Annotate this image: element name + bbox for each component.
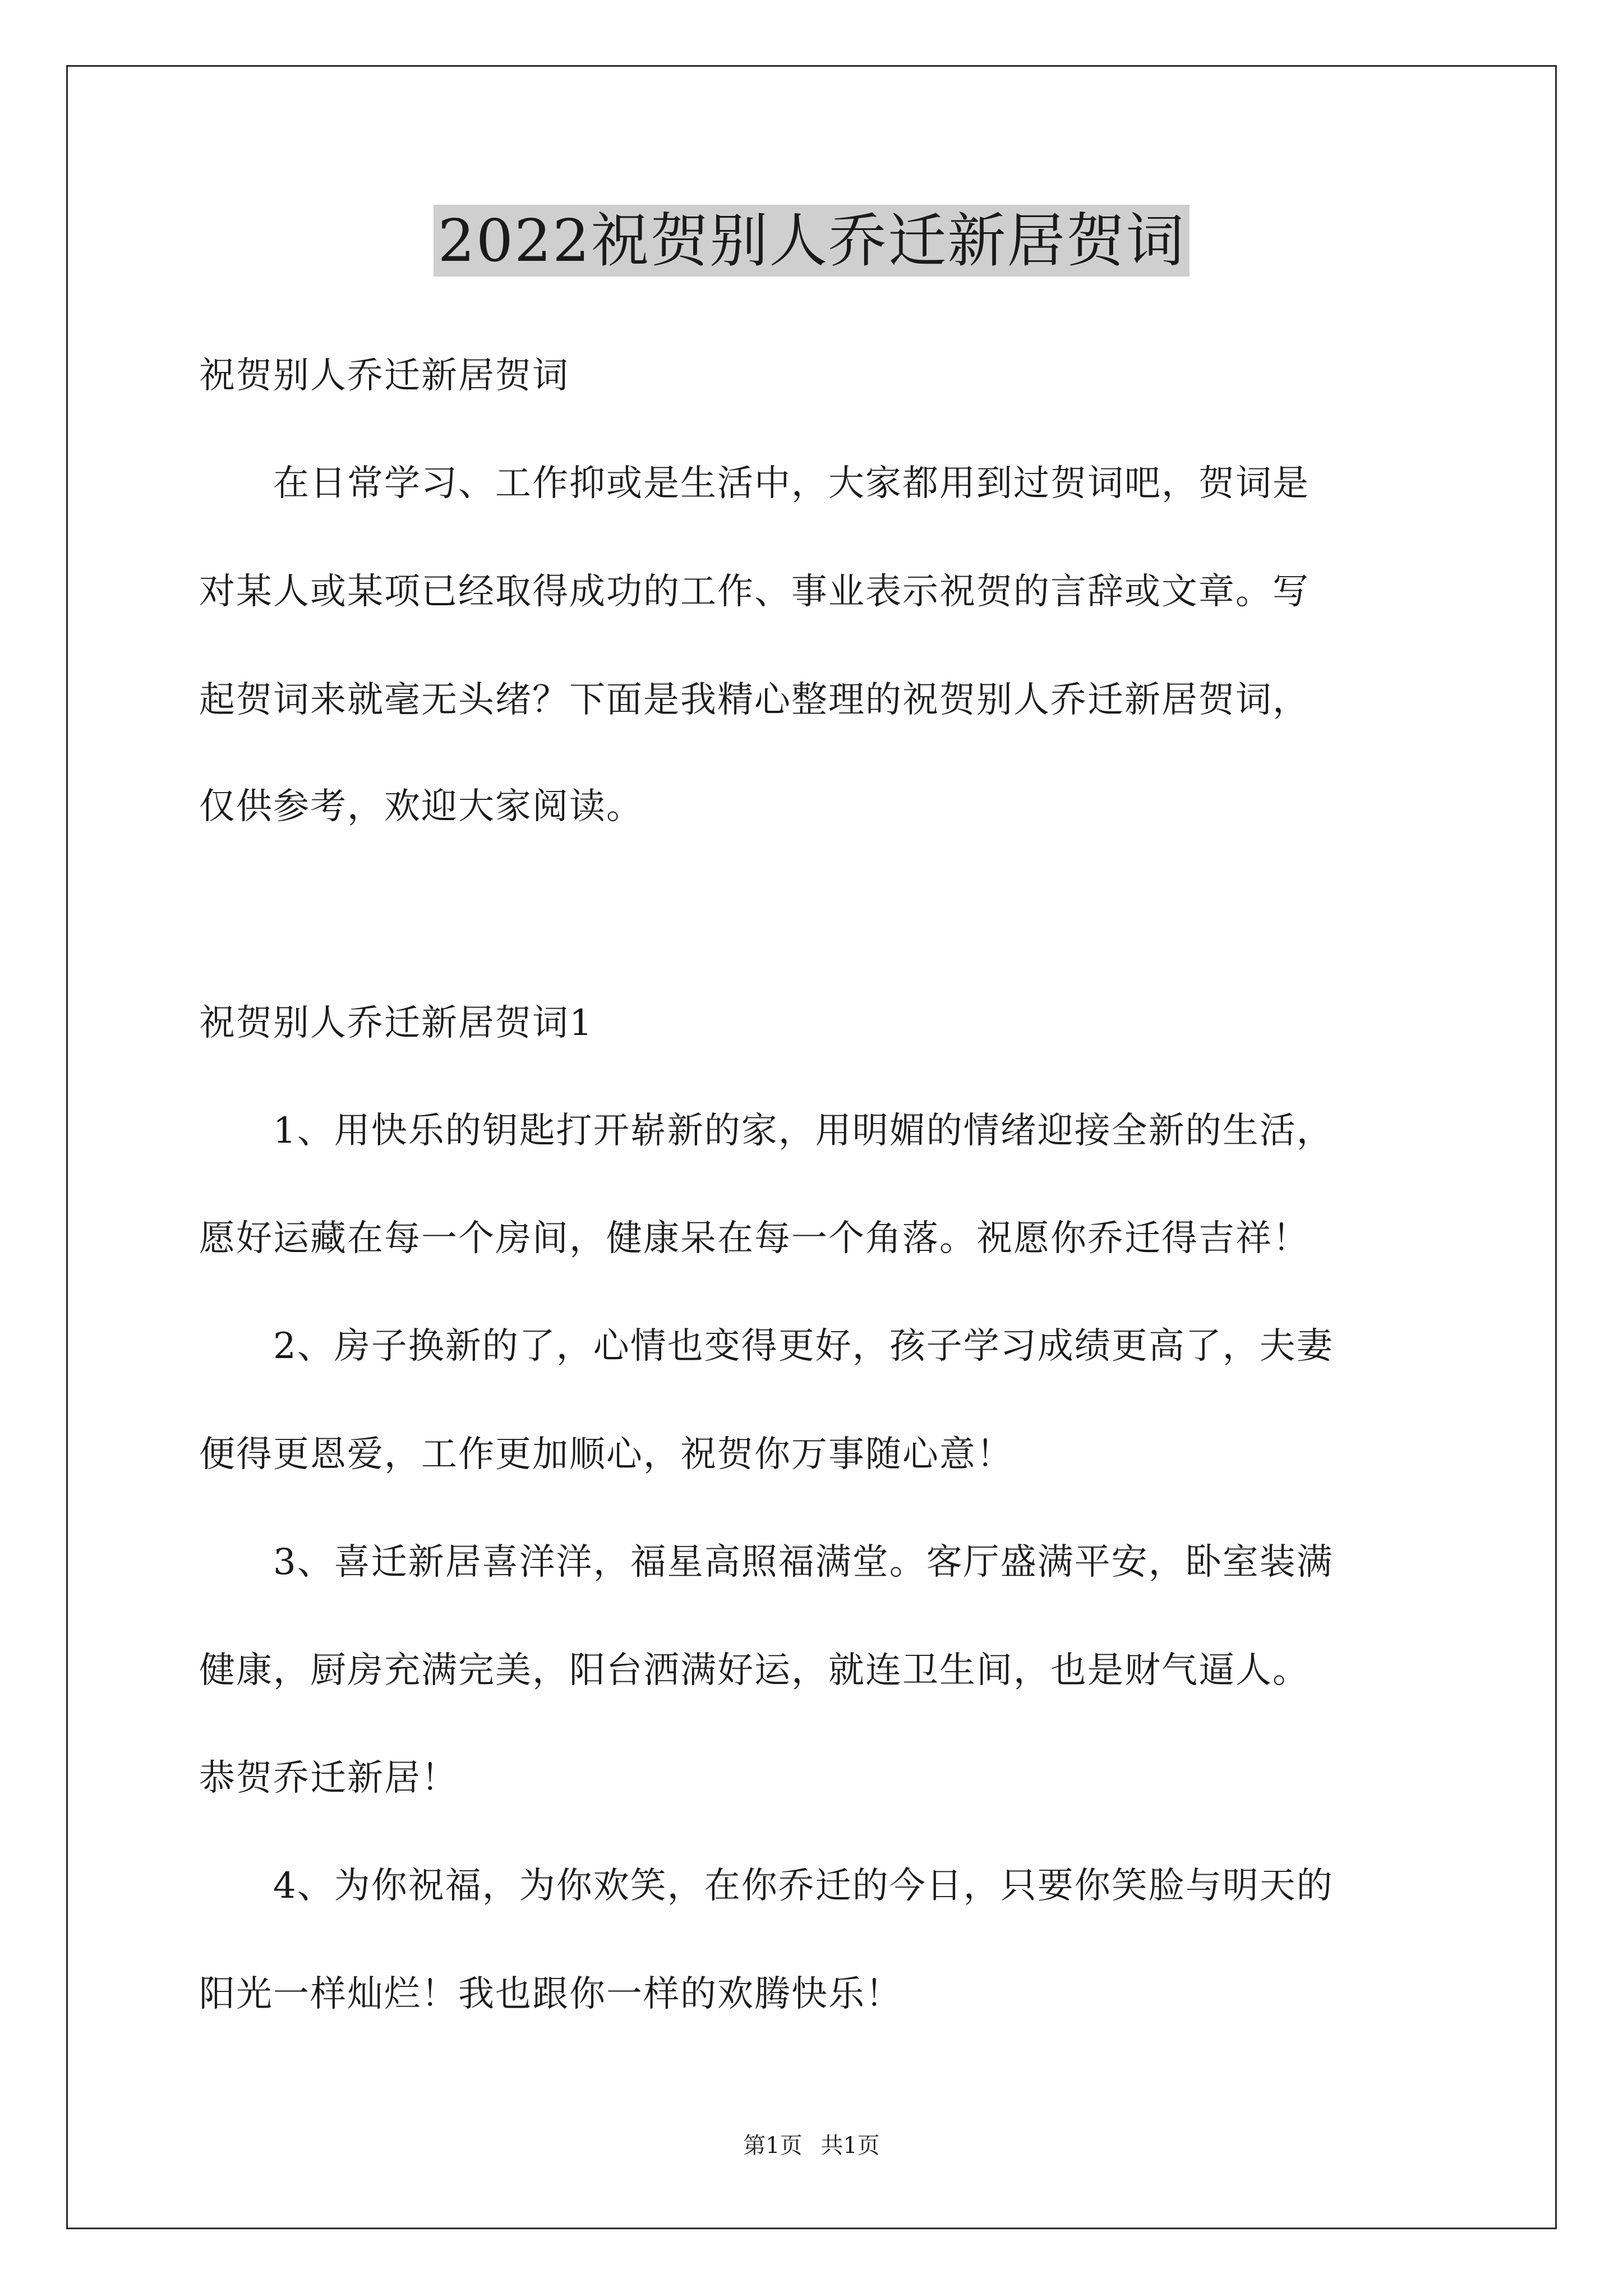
- item-line: 2、房子换新的了，心情也变得更好，孩子学习成绩更高了，夫妻: [199, 1326, 1334, 1367]
- item-line: 健康，厨房充满完美，阳台洒满好运，就连卫生间，也是财气逼人。: [199, 1650, 1310, 1691]
- item-line: 4、为你祝福，为你欢笑，在你乔迁的今日，只要你笑脸与明天的: [199, 1865, 1334, 1907]
- section-heading: 祝贺别人乔迁新居贺词1: [199, 1002, 593, 1044]
- document-title: 2022祝贺别人乔迁新居贺词: [434, 205, 1190, 277]
- intro-line: 在日常学习、工作抑或是生活中，大家都用到过贺词吧，贺词是: [199, 463, 1310, 504]
- item-line: 愿好运藏在每一个房间，健康呆在每一个角落。祝愿你乔迁得吉祥！: [199, 1218, 1310, 1259]
- subtitle: 祝贺别人乔迁新居贺词: [199, 355, 569, 397]
- item-line: 阳光一样灿烂！我也跟你一样的欢腾快乐！: [199, 1973, 902, 2015]
- title-container: [0, 205, 1623, 277]
- item-line: 1、用快乐的钥匙打开崭新的家，用明媚的情绪迎接全新的生活，: [199, 1110, 1334, 1152]
- item-line: 便得更恩爱，工作更加顺心，祝贺你万事随心意！: [199, 1434, 1013, 1475]
- intro-line: 对某人或某项已经取得成功的工作、事业表示祝贺的言辞或文章。写: [199, 571, 1310, 613]
- item-line: 恭贺乔迁新居！: [199, 1757, 458, 1799]
- item-line: 3、喜迁新居喜洋洋，福星高照福满堂。客厅盛满平安，卧室装满: [199, 1542, 1334, 1583]
- intro-line: 起贺词来就毫无头绪？下面是我精心整理的祝贺别人乔迁新居贺词，: [199, 679, 1310, 721]
- page-footer: 第1页 共1页: [743, 2133, 880, 2159]
- intro-line: 仅供参考，欢迎大家阅读。: [199, 786, 643, 827]
